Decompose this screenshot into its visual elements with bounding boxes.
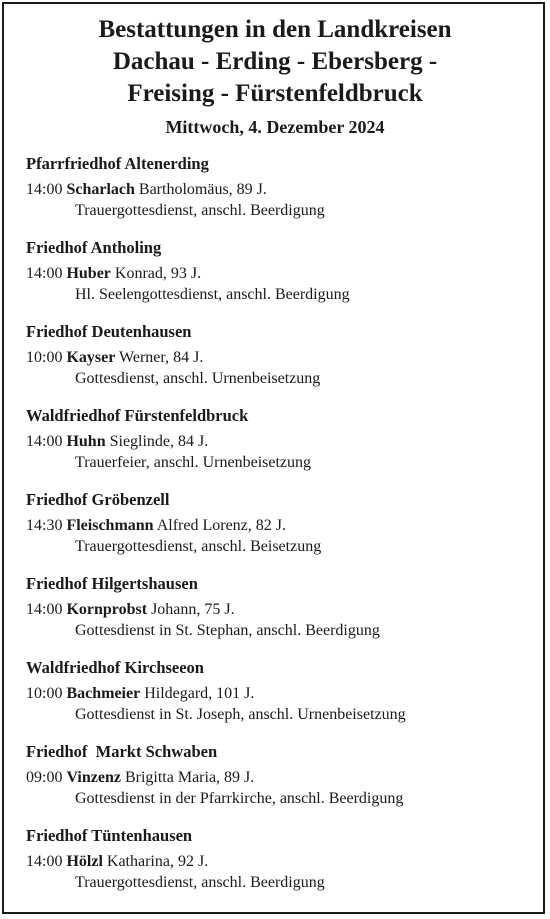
title-line: Bestattungen in den Landkreisen	[98, 16, 452, 43]
service-description: Gottesdienst in der Pfarrkirche, anschl. Beerdigung	[75, 790, 404, 807]
deceased-details: Werner, 84 J.	[119, 349, 204, 366]
page-title	[0, 14, 550, 110]
service-description: Gottesdienst, anschl. Urnenbeisetzung	[75, 370, 321, 387]
burial-entry	[26, 179, 540, 200]
burial-entry	[26, 347, 540, 368]
service-description: Gottesdienst in St. Stephan, anschl. Beerdigung	[75, 622, 380, 639]
burial-time: 10:00	[26, 685, 63, 702]
cemetery-name: Friedhof Gröbenzell	[26, 490, 170, 509]
service-description: Trauergottesdienst, anschl. Beerdigung	[75, 202, 325, 219]
burial-entry	[26, 515, 540, 536]
burial-time: 09:00	[26, 769, 63, 786]
burial-entry	[26, 431, 540, 452]
deceased-details: Bartholomäus, 89 J.	[138, 181, 267, 198]
cemetery-section	[26, 825, 540, 909]
burial-time: 14:00	[26, 601, 63, 618]
burial-entry	[26, 683, 540, 704]
burial-entry	[26, 599, 540, 620]
cemetery-name: Friedhof Tüntenhausen	[26, 826, 193, 845]
deceased-surname: Hölzl	[66, 853, 103, 870]
burial-time: 14:00	[26, 181, 63, 198]
service-description: Trauergottesdienst, anschl. Beisetzung	[75, 538, 322, 555]
deceased-details: Johann, 75 J.	[151, 601, 235, 618]
deceased-details: Sieglinde, 84 J.	[109, 433, 209, 450]
burial-time: 10:00	[26, 349, 63, 366]
deceased-surname: Vinzenz	[66, 769, 121, 786]
cemetery-section	[26, 489, 540, 573]
deceased-surname: Bachmeier	[66, 685, 141, 702]
burial-time: 14:00	[26, 433, 63, 450]
deceased-details: Hildegard, 101 J.	[144, 685, 255, 702]
cemetery-name: Friedhof Hilgertshausen	[26, 574, 198, 593]
deceased-surname: Kayser	[66, 349, 116, 366]
title-line: Dachau - Erding - Ebersberg -	[112, 48, 438, 75]
cemetery-section	[26, 657, 540, 741]
deceased-surname: Scharlach	[66, 181, 135, 198]
service-description: Trauergottesdienst, anschl. Beerdigung	[75, 874, 325, 891]
deceased-details: Konrad, 93 J.	[114, 265, 202, 282]
burial-time: 14:00	[26, 853, 63, 870]
cemetery-name: Friedhof Antholing	[26, 238, 162, 257]
cemetery-section	[26, 153, 540, 237]
cemetery-section	[26, 405, 540, 489]
burial-entry	[26, 767, 540, 788]
cemetery-section	[26, 573, 540, 657]
cemetery-section	[26, 741, 540, 825]
cemetery-name: Waldfriedhof Kirchseeon	[26, 658, 204, 677]
burial-time: 14:30	[26, 517, 63, 534]
burial-entry	[26, 851, 540, 872]
burial-list	[26, 153, 540, 909]
date-heading: Mittwoch, 4. Dezember 2024	[165, 117, 385, 137]
cemetery-section	[26, 237, 540, 321]
deceased-surname: Kornprobst	[66, 601, 148, 618]
cemetery-name: Pfarrfriedhof Altenerding	[26, 154, 209, 173]
burial-time: 14:00	[26, 265, 63, 282]
service-description: Gottesdienst in St. Joseph, anschl. Urnenbeisetzung	[75, 706, 406, 723]
cemetery-section	[26, 321, 540, 405]
cemetery-name: Waldfriedhof Fürstenfeldbruck	[26, 406, 249, 425]
title-line: Freising - Fürstenfeldbruck	[127, 80, 423, 107]
deceased-details: Katharina, 92 J.	[106, 853, 209, 870]
deceased-details: Brigitta Maria, 89 J.	[124, 769, 255, 786]
service-description: Trauerfeier, anschl. Urnenbeisetzung	[75, 454, 312, 471]
cemetery-name: Friedhof Markt Schwaben	[26, 742, 218, 761]
deceased-surname: Huhn	[66, 433, 106, 450]
cemetery-name: Friedhof Deutenhausen	[26, 322, 192, 341]
deceased-details: Alfred Lorenz, 82 J.	[156, 517, 286, 534]
deceased-surname: Huber	[66, 265, 111, 282]
burial-entry	[26, 263, 540, 284]
deceased-surname: Fleischmann	[66, 517, 154, 534]
service-description: Hl. Seelengottesdienst, anschl. Beerdigung	[75, 286, 350, 303]
